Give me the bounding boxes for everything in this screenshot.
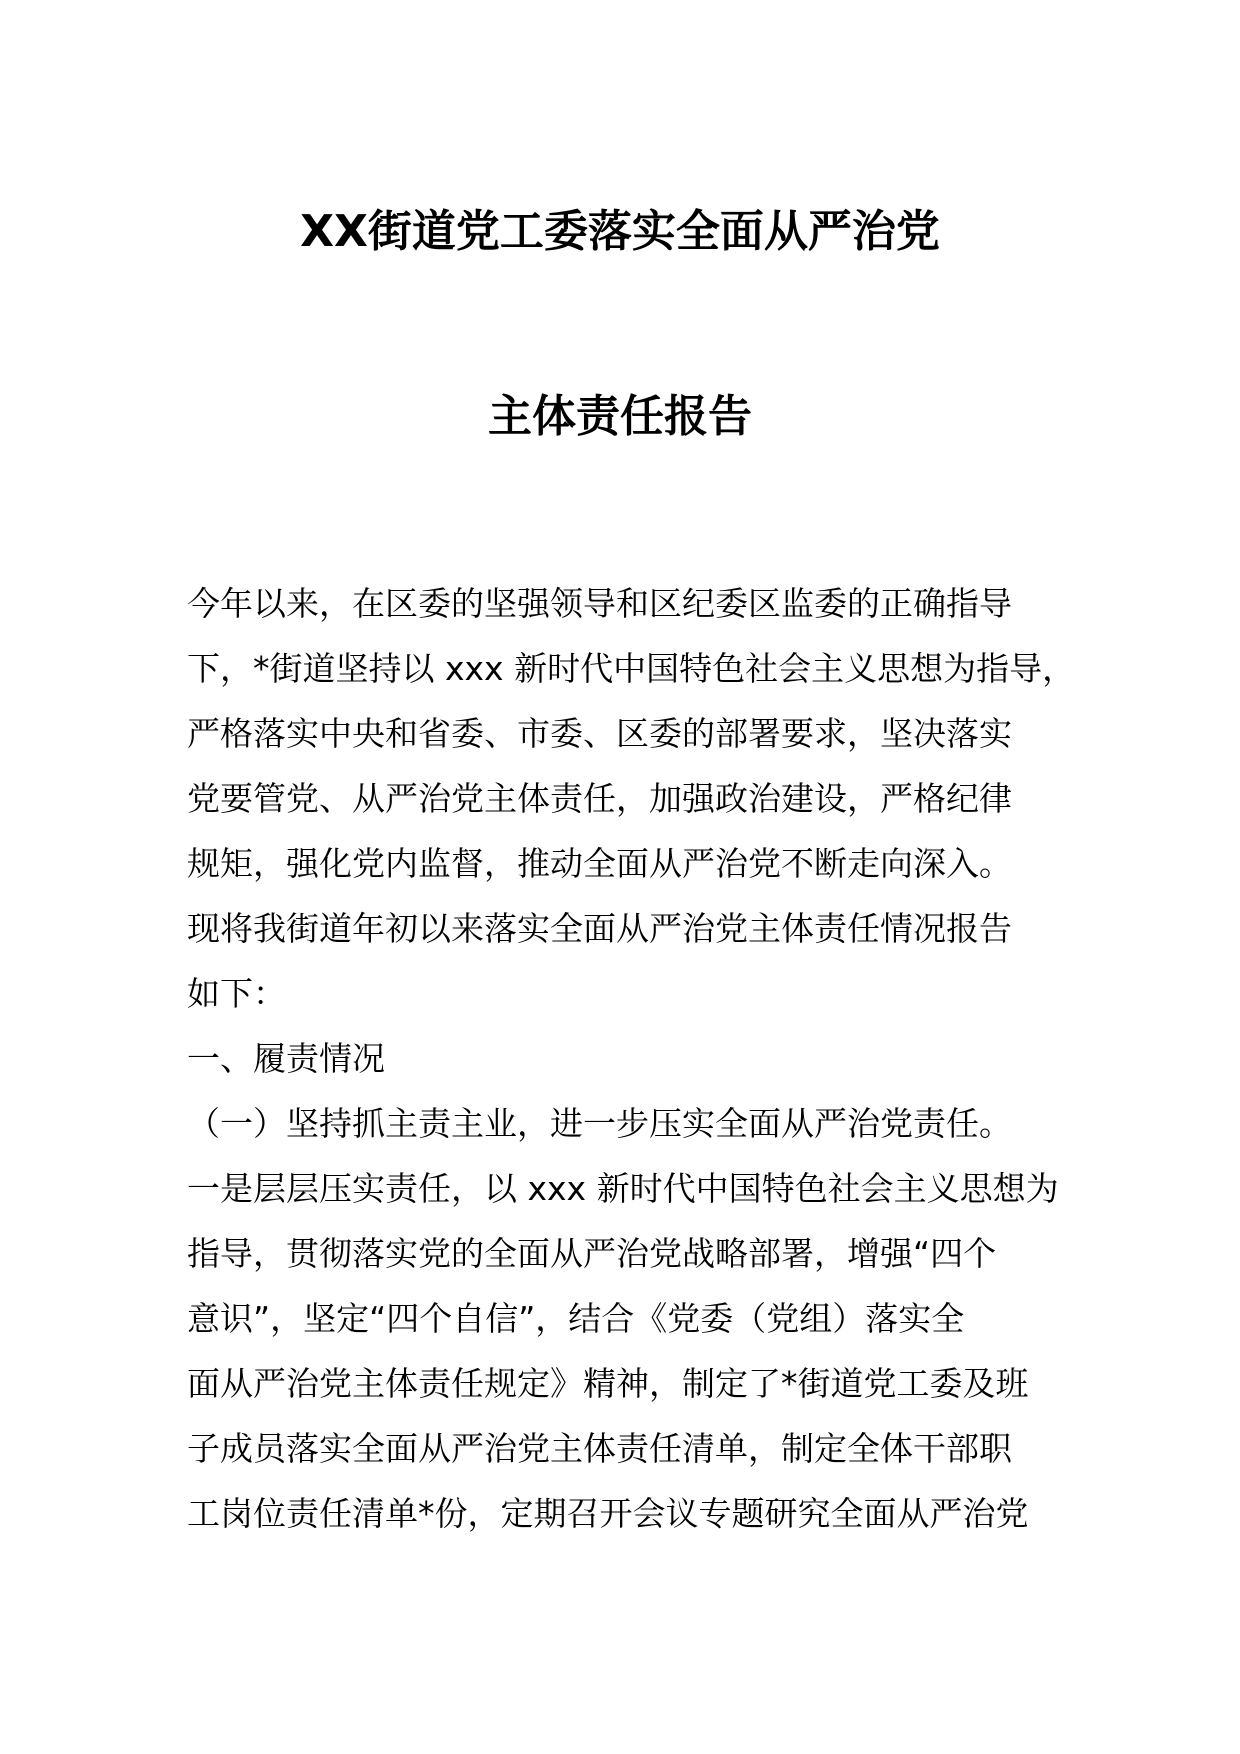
document-title-line-2: 主体责任报告 [488,391,752,442]
body-line: 意识”，坚定“四个自信”，结合《党委（党组）落实全 [187,1299,965,1338]
body-line: 现将我街道年初以来落实全面从严治党主体责任情况报告 [187,909,1012,948]
body-line: 指导，贯彻落实党的全面从严治党战略部署，增强“四个 [187,1234,997,1273]
document-title-line-1: XX街道党工委落实全面从严治党 [300,206,940,257]
body-line: 今年以来，在区委的坚强领导和区纪委区监委的正确指导 [187,584,1012,623]
body-line: 严格落实中央和省委、市委、区委的部署要求，坚决落实 [187,714,1012,753]
subsection-heading: （一）坚持抓主责主业，进一步压实全面从严治党责任。 [187,1104,1012,1143]
body-line: 如下： [187,974,286,1013]
body-line: 党要管党、从严治党主体责任，加强政治建设，严格纪律 [187,779,1012,818]
body-line: 规矩，强化党内监督，推动全面从严治党不断走向深入。 [187,844,1012,883]
body-line: 下，*街道坚持以 xxx 新时代中国特色社会主义思想为指导， [187,649,1076,688]
body-line: 子成员落实全面从严治党主体责任清单，制定全体干部职 [187,1429,1012,1468]
body-line: 工岗位责任清单*份，定期召开会议专题研究全面从严治党 [187,1494,1029,1533]
section-heading: 一、履责情况 [187,1039,385,1078]
document-body [187,571,1087,1546]
body-line: 面从严治党主体责任规定》精神，制定了*街道党工委及班 [187,1364,1029,1403]
body-line: 一是层层压实责任，以 xxx 新时代中国特色社会主义思想为 [187,1169,1059,1208]
